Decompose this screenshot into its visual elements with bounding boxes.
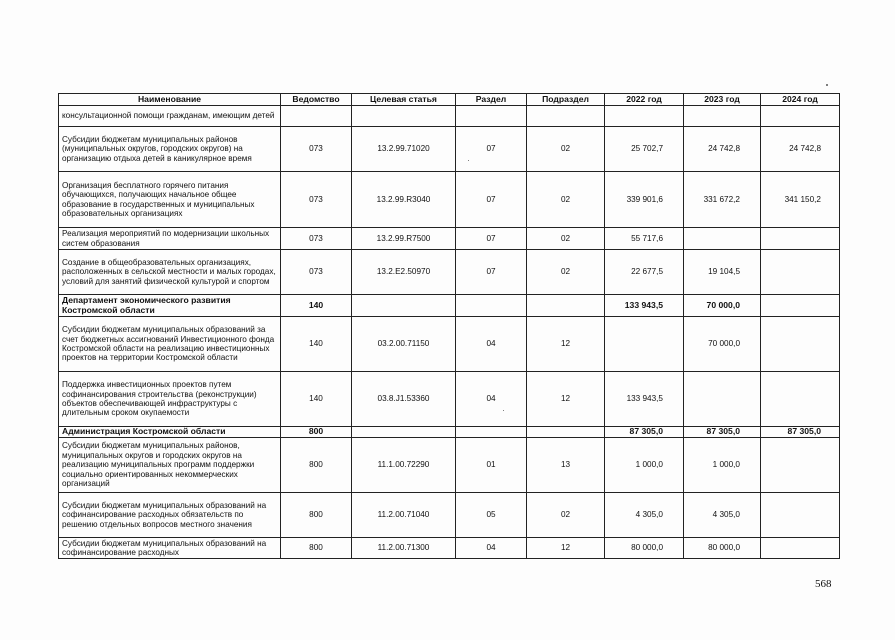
cell-2023: 331 672,2 [684,172,761,228]
cell-subsection: 02 [527,250,605,295]
cell-department: 073 [281,127,352,172]
table-row [59,538,840,559]
cell-2023: 87 305,0 [684,427,761,438]
cell-name: Департамент экономического развития Костромской области [59,295,281,317]
header-year-2022: 2022 год [605,94,684,106]
cell-2022: 22 677,5 [605,250,684,295]
cell-2024 [761,372,840,427]
cell-subsection: 13 [527,438,605,493]
header-target-article: Целевая статья [352,94,456,106]
table-row [59,106,840,127]
cell-subsection [527,295,605,317]
cell-department: 140 [281,295,352,317]
cell-target-article [352,106,456,127]
cell-subsection: 02 [527,172,605,228]
cell-target-article: 13.2.99.R3040 [352,172,456,228]
cell-subsection: 12 [527,372,605,427]
table-row [59,493,840,538]
cell-section: 07 [456,228,527,250]
table-row [59,317,840,372]
cell-name: Администрация Костромской области [59,427,281,438]
cell-department: 073 [281,172,352,228]
header-department: Ведомство [281,94,352,106]
table-body [59,106,840,559]
table-header-row [59,94,840,106]
cell-section [456,427,527,438]
header-year-2024: 2024 год [761,94,840,106]
header-name: Наименование [59,94,281,106]
cell-subsection: 02 [527,493,605,538]
cell-subsection: 02 [527,127,605,172]
cell-name: Субсидии бюджетам муниципальных образований за счет бюджетных ассигнований Инвестиционного фонда Костромской области на реализацию инвестиционных проектов на территории Костромской области [59,317,281,372]
cell-target-article: 03.2.00.71150 [352,317,456,372]
cell-department: 800 [281,493,352,538]
cell-2022: 133 943,5 [605,295,684,317]
cell-2023: 19 104,5 [684,250,761,295]
cell-department [281,106,352,127]
cell-section: 07 [456,172,527,228]
cell-subsection: 02 [527,228,605,250]
cell-2022: 55 717,6 [605,228,684,250]
cell-2022: 87 305,0 [605,427,684,438]
table-row [59,427,840,438]
cell-section: 07 [456,127,527,172]
cell-2022: 80 000,0 [605,538,684,559]
page-number: 568 [815,578,832,590]
cell-name: Субсидии бюджетам муниципальных районов, муниципальных округов и городских округов на реализацию муниципальных программ поддержки социально ориентированных некоммерческих организаций [59,438,281,493]
cell-target-article: 03.8.J1.53360 [352,372,456,427]
cell-2022 [605,106,684,127]
cell-section: 05 [456,493,527,538]
cell-section [456,106,527,127]
cell-name: консультационной помощи гражданам, имеющим детей [59,106,281,127]
cell-2024 [761,438,840,493]
cell-subsection: 12 [527,317,605,372]
cell-2023 [684,228,761,250]
cell-department: 800 [281,427,352,438]
cell-name: Создание в общеобразовательных организациях, расположенных в сельской местности и малых городах, условий для занятий физической культурой и спортом [59,250,281,295]
cell-2024 [761,493,840,538]
cell-2022 [605,317,684,372]
cell-2023 [684,372,761,427]
cell-target-article: 11.2.00.71040 [352,493,456,538]
cell-department: 140 [281,317,352,372]
cell-2023: 70 000,0 [684,317,761,372]
cell-2023: 1 000,0 [684,438,761,493]
cell-target-article: 11.1.00.72290 [352,438,456,493]
cell-2024: 24 742,8 [761,127,840,172]
cell-2023: 80 000,0 [684,538,761,559]
cell-name: Реализация мероприятий по модернизации школьных систем образования [59,228,281,250]
cell-target-article [352,295,456,317]
cell-target-article: 13.2.99.R7500 [352,228,456,250]
cell-subsection [527,106,605,127]
cell-section: 04 [456,317,527,372]
cell-2023: 24 742,8 [684,127,761,172]
table-row [59,295,840,317]
cell-department: 140 [281,372,352,427]
cell-subsection: 12 [527,538,605,559]
cell-name: Организация бесплатного горячего питания обучающихся, получающих начальное общее образование в государственных и муниципальных образовательных организациях [59,172,281,228]
cell-department: 073 [281,228,352,250]
table-row [59,172,840,228]
cell-section [456,295,527,317]
cell-2024 [761,250,840,295]
scan-speck [826,84,828,86]
cell-section: 04 [456,538,527,559]
cell-name: Поддержка инвестиционных проектов путем софинансирования строительства (реконструкции) объектов обеспечивающей инфраструктуры с длительным сроком окупаемости [59,372,281,427]
cell-name: Субсидии бюджетам муниципальных образований на софинансирование расходных [59,538,281,559]
cell-department: 800 [281,438,352,493]
cell-department: 800 [281,538,352,559]
cell-2022: 4 305,0 [605,493,684,538]
header-year-2023: 2023 год [684,94,761,106]
budget-table [58,93,840,559]
table-row [59,127,840,172]
cell-2022: 339 901,6 [605,172,684,228]
cell-2022: 25 702,7 [605,127,684,172]
cell-2024 [761,228,840,250]
cell-2024 [761,317,840,372]
table-row [59,372,840,427]
cell-2022: 1 000,0 [605,438,684,493]
cell-target-article: 13.2.E2.50970 [352,250,456,295]
cell-2024: 341 150,2 [761,172,840,228]
cell-2024 [761,538,840,559]
cell-section: 01 [456,438,527,493]
header-section: Раздел [456,94,527,106]
cell-department: 073 [281,250,352,295]
cell-2024: 87 305,0 [761,427,840,438]
cell-section: 04 [456,372,527,427]
cell-name: Субсидии бюджетам муниципальных районов (муниципальных округов, городских округов) на организацию отдыха детей в каникулярное время [59,127,281,172]
table-row [59,438,840,493]
cell-target-article [352,427,456,438]
cell-2024 [761,106,840,127]
scan-speck [503,410,504,411]
table-row [59,250,840,295]
cell-target-article: 13.2.99.71020 [352,127,456,172]
cell-section: 07 [456,250,527,295]
cell-2024 [761,295,840,317]
table-row [59,228,840,250]
cell-target-article: 11.2.00.71300 [352,538,456,559]
cell-name: Субсидии бюджетам муниципальных образований на софинансирование расходных обязательств по решению отдельных вопросов местного значения [59,493,281,538]
cell-subsection [527,427,605,438]
scan-speck [468,160,469,161]
cell-2022: 133 943,5 [605,372,684,427]
cell-2023: 4 305,0 [684,493,761,538]
cell-2023 [684,106,761,127]
cell-2023: 70 000,0 [684,295,761,317]
header-subsection: Подраздел [527,94,605,106]
